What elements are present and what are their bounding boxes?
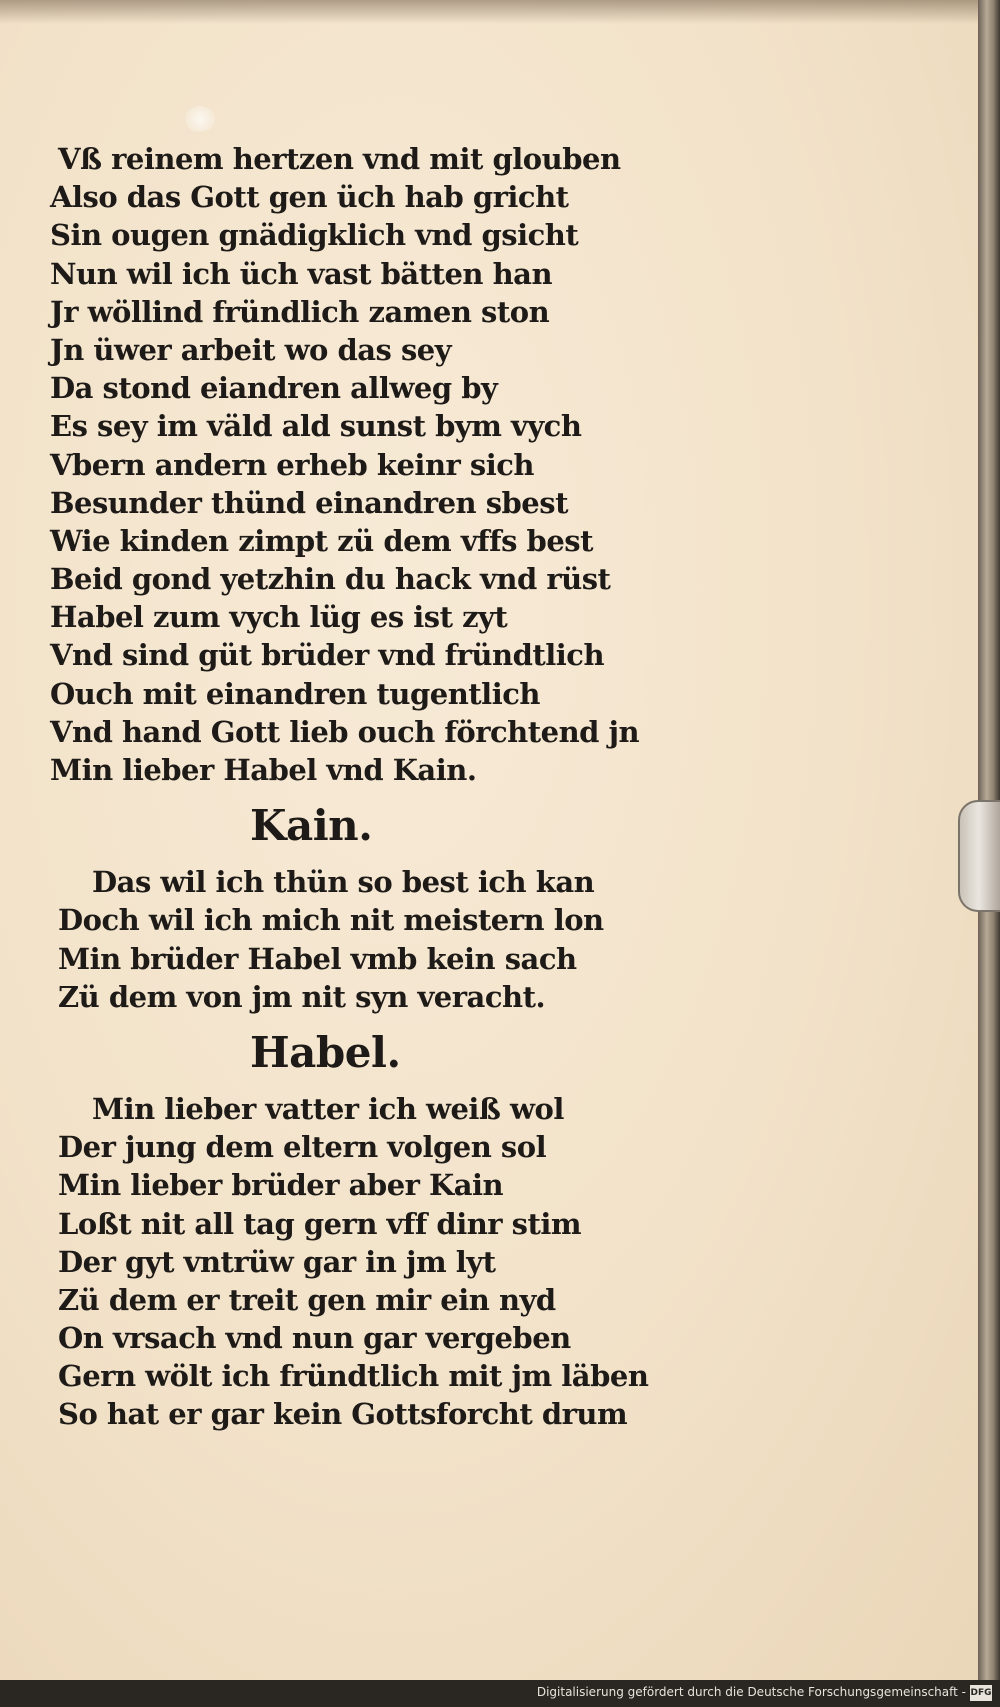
verse-group-kain xyxy=(50,863,610,1016)
verse-line: Vß reinem hertzen vnd mit glouben xyxy=(58,142,621,176)
footer-bar xyxy=(0,1680,1000,1707)
verse-line: Vnd sind güt brüder vnd fründtlich xyxy=(50,638,605,673)
verse-line: Der gyt vntrüw gar in jm lyt xyxy=(58,1244,496,1279)
verse-line: On vrsach vnd nun gar vergeben xyxy=(58,1321,571,1356)
verse-line: Min lieber brüder aber Kain xyxy=(58,1168,504,1203)
book-clasp xyxy=(958,800,1000,912)
verse-group-a xyxy=(50,140,640,789)
verse-line: Also das Gott gen üch hab gricht xyxy=(50,180,569,215)
verse-line: Besunder thünd einandren sbest xyxy=(50,485,568,520)
verse-line: Der jung dem eltern volgen sol xyxy=(58,1130,547,1165)
verse-line: Sin ougen gnädigklich vnd gsicht xyxy=(50,218,579,253)
verse-line: Jn üwer arbeit wo das sey xyxy=(50,332,452,367)
verse-line: Da stond eiandren allweg by xyxy=(50,371,498,406)
verse-line: Min brüder Habel vmb kein sach xyxy=(58,941,577,976)
verse-line: Beid gond yetzhin du hack vnd rüst xyxy=(50,562,611,597)
paper-stain xyxy=(185,106,215,132)
verse-line: Loßt nit all tag gern vff dinr stim xyxy=(58,1206,582,1241)
verse-line: Min lieber vatter ich weiß wol xyxy=(92,1091,564,1126)
verse-line: Das wil ich thün so best ich kan xyxy=(92,865,595,900)
footer-credit: Digitalisierung gefördert durch die Deutsche Forschungsgemeinschaft - xyxy=(536,1685,966,1699)
page-shadow xyxy=(0,0,978,24)
verse-line: Wie kinden zimpt zü dem vffs best xyxy=(50,523,593,558)
verse-line: Es sey im väld ald sunst bym vych xyxy=(50,409,582,444)
verse-line: Jr wöllind fründlich zamen ston xyxy=(50,294,550,329)
speaker-heading-kain: Kain. xyxy=(250,801,373,851)
verse-line: Ouch mit einandren tugentlich xyxy=(50,676,540,711)
verse-line: Nun wil ich üch vast bätten han xyxy=(50,256,553,291)
verse-line: Zü dem von jm nit syn veracht. xyxy=(58,979,546,1014)
verse-line: Vnd hand Gott lieb ouch förchtend jn xyxy=(50,714,640,749)
verse-line: Vbern andern erheb keinr sich xyxy=(50,447,534,482)
verse-line: Min lieber Habel vnd Kain. xyxy=(50,753,477,787)
verse-line: Doch wil ich mich nit meistern lon xyxy=(58,903,604,938)
verse-text xyxy=(50,140,649,1434)
verse-line: Zü dem er treit gen mir ein nyd xyxy=(58,1282,556,1317)
verse-line: Gern wölt ich fründtlich mit jm läben xyxy=(58,1359,649,1394)
speaker-heading-habel: Habel. xyxy=(250,1027,401,1077)
verse-line: So hat er gar kein Gottsforcht drum xyxy=(58,1397,628,1432)
verse-line: Habel zum vych lüg es ist zyt xyxy=(50,600,508,635)
dfg-logo-icon: DFG xyxy=(970,1685,992,1701)
verse-group-habel xyxy=(50,1090,649,1434)
